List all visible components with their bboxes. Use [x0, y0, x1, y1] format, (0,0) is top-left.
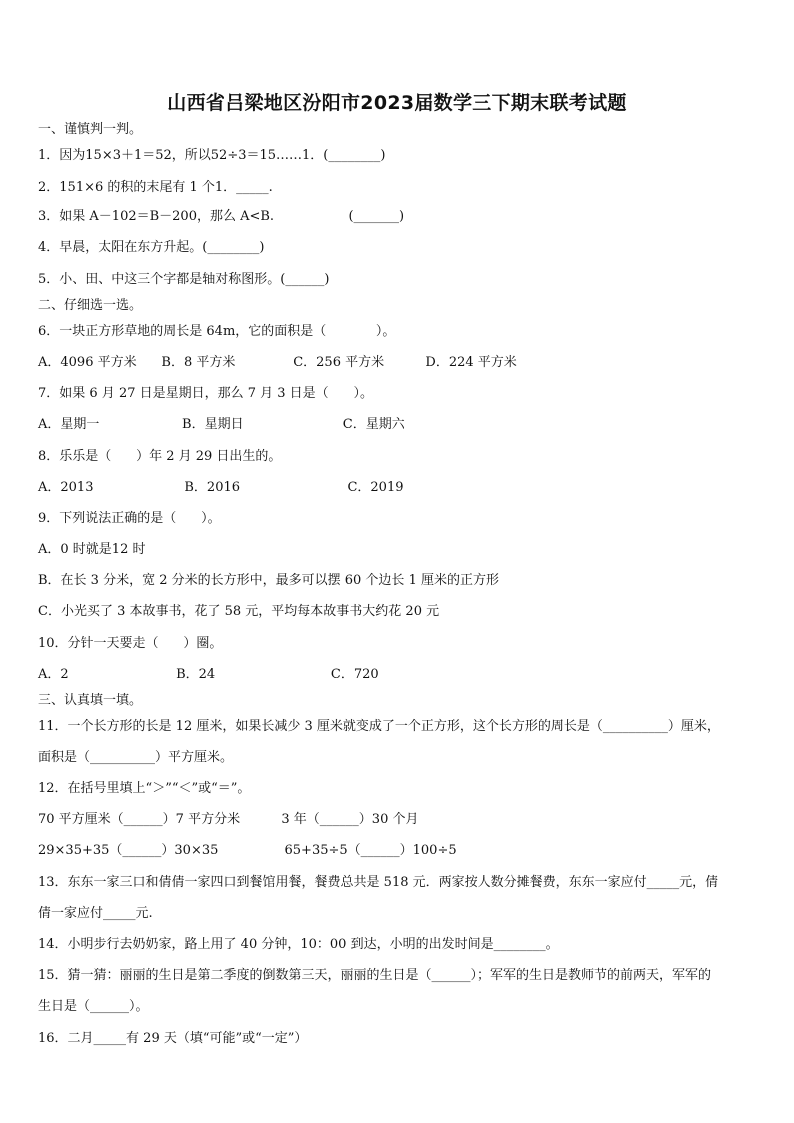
- question-13-line-1: 13．东东一家三口和倩倩一家四口到餐馆用餐，餐费总共是 518 元．两家按人数分摊餐费，东东一家应付_____元，倩: [38, 875, 719, 890]
- question-12-row-1: 70 平方厘米（______）7 平方分米 3 年（______）30 个月: [38, 812, 419, 827]
- question-2: 2．151×6 的积的末尾有 1 个1．_____.: [38, 180, 273, 195]
- question-10: 10．分针一天要走（ ）圈。: [38, 636, 223, 651]
- page-title: 山西省吕梁地区汾阳市2023届数学三下期末联考试题: [167, 92, 627, 114]
- question-6: 6．一块正方形草地的周长是 64m，它的面积是（ ）。: [38, 324, 396, 339]
- question-14: 14．小明步行去奶奶家，路上用了 40 分钟，10：00 到达，小明的出发时间是________。: [38, 937, 559, 952]
- question-9-option-a: A．0 时就是12 时: [38, 542, 146, 557]
- question-15-line-2: 生日是（______）。: [38, 999, 149, 1014]
- question-8-options: A．2013 B．2016 C．2019: [38, 480, 404, 495]
- question-13-line-2: 倩一家应付_____元.: [38, 906, 153, 921]
- question-11-line-1: 11．一个长方形的长是 12 厘米，如果长减少 3 厘米就变成了一个正方形，这个长方形的周长是（__________）厘米，: [38, 719, 720, 734]
- section-heading-1: 一、谨慎判一判。: [38, 122, 143, 137]
- question-3: 3．如果 A－102＝B－200，那么 A<B. (_______): [38, 209, 405, 224]
- question-15-line-1: 15．猜一猜：丽丽的生日是第二季度的倒数第三天，丽丽的生日是（______）；军军的生日是教师节的前两天，军军的: [38, 968, 712, 983]
- question-5: 5．小、田、中这三个字都是轴对称图形。(______): [38, 272, 330, 287]
- question-7-options: A．星期一 B．星期日 C．星期六: [38, 417, 405, 432]
- question-1: 1．因为15×3＋1＝52，所以52÷3＝15……1．(________): [38, 148, 386, 163]
- question-12-row-2: 29×35+35（______）30×35 65+35÷5（______）100÷5: [38, 843, 457, 858]
- question-12: 12．在括号里填上“＞”“＜”或“＝”。: [38, 781, 251, 796]
- question-9-option-c: C．小光买了 3 本故事书，花了 58 元，平均每本故事书大约花 20 元: [38, 604, 440, 619]
- question-11-line-2: 面积是（__________）平方厘米。: [38, 750, 234, 765]
- question-6-options: A．4096 平方米 B．8 平方米 C．256 平方米 D．224 平方米: [38, 355, 517, 370]
- question-16: 16．二月_____有 29 天（填“可能”或“一定”）: [38, 1031, 308, 1046]
- question-8: 8．乐乐是（ ）年 2 月 29 日出生的。: [38, 449, 282, 464]
- question-9-option-b: B．在长 3 分米，宽 2 分米的长方形中，最多可以摆 60 个边长 1 厘米的正方形: [38, 573, 499, 588]
- section-heading-3: 三、认真填一填。: [38, 693, 143, 708]
- question-9: 9．下列说法正确的是（ ）。: [38, 511, 221, 526]
- question-10-options: A．2 B．24 C．720: [38, 667, 379, 682]
- question-7: 7．如果 6 月 27 日是星期日，那么 7 月 3 日是（ ）。: [38, 386, 373, 401]
- question-4: 4．早晨，太阳在东方升起。(________): [38, 240, 265, 255]
- section-heading-2: 二、仔细选一选。: [38, 298, 143, 313]
